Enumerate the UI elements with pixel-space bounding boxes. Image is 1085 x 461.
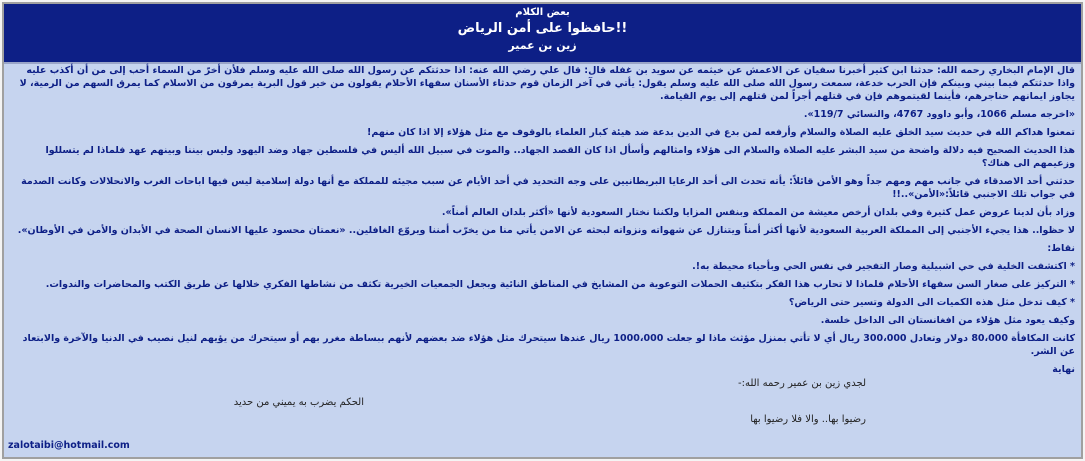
paragraph: نهاية (1052, 364, 1075, 375)
paragraph: هذا الحديث الصحيح فيه دلالة واضحة من سيد البشر عليه الصلاة والسلام الى هؤلاء وامثالهم وأسأل اذا كان القصد الجهاد.. والموت في سبيل الله أليس في فلسطين جهاد وضد اليهود وليس بيننا وبينهم عهد فلماذا لم يتسللوا وزعيمهم الى هناك؟ (45, 145, 1075, 169)
header-kicker: بعض الكلام (515, 7, 570, 18)
signature-verse-right: رضيوا بها.. والا فلا رضيوا بها (750, 414, 866, 425)
paragraph: حدثني أحد الاصدقاء في جانب مهم ومهم جداً وهو الأمن قائلاً: يأته تحدث الى أحد الرعايا البريطانيين على وجه التحديد في أحد الأيام عن سبب مجيئه للمملكة مع أنها دولة إسلامية ليس فيها اباحات الغرب والانحلالات وكانت الصدمة في جواب تلك الاجنبي قائلاً:«الأمن»..!! (21, 176, 1075, 200)
paragraph: * اكتشفت الخلية في حي اشبيلية وصار التفجير في نفس الحي وبأحياء محيطة به!. (692, 261, 1075, 272)
article-frame (2, 2, 1083, 459)
paragraph: وكيف يعود مثل هؤلاء من افغانستان الى الداخل خلسة. (820, 315, 1075, 326)
article-body (10, 64, 1075, 381)
paragraph: وزاد بأن لدينا عروض عمل كثيرة وفي بلدان أرخص معيشة من المملكة وبنفس المزايا ولكننا نختار السعودية لأنها «أكثر بلدان العالم أمناً». (441, 207, 1075, 218)
paragraph: * التركيز على صغار السن سفهاء الأحلام فلماذا لا تحارب هذا الفكر بتكثيف الحملات التوعوية من المشايخ في المناطق النائية وبجعل الجمعيات الخيرية تكثف من نشاطها الفكري خلالها عن طريق الكتب والمحاضرات والندوات. (45, 279, 1075, 290)
paragraph: «اخرجه مسلم 1066، وأبو داوود 4767، والنسائي 119/7». (803, 109, 1075, 120)
signature-verse-left: الحكم يضرب به يميني من حديد (233, 397, 364, 408)
paragraph: لا حظوا.. هذا يجيء الأجنبي إلى المملكة العربية السعودية لأنها أكثر أمناً ويتنازل عن شهواته ونزواته لبحثه عن الامن يأتي منا من يخرّب أمننا ويروّع الغافلين.. «نعمتان محسود عليها الانسان الصحة في الأبدان والأمن في الأوطان». (17, 225, 1075, 236)
article-title: حافظوا على أمن الرياض!! (457, 21, 628, 36)
paragraph: كانت المكافأة 80،000 دولار وتعادل 300،000 ريال أي لا تأتي بمنزل مؤثث ماذا لو جعلت 1000،000 ريال عندها سيتحرك مثل هؤلاء ضد بعضهم لأنهم ببساطة مغرر بهم أو سيتحرك من يؤيهم لنيل نصيب في الدنيا والآخرة والابتعاد عن الشر. (22, 333, 1075, 357)
paragraph: * كيف تدخل مثل هذه الكميات الى الدولة وتسير حتى الرياض؟ (788, 297, 1075, 308)
article-header (4, 4, 1081, 64)
article-author: زين بن عمير (508, 39, 577, 52)
signature-intro: لجدي زين بن عمير رحمه الله:- (737, 378, 866, 389)
paragraph: قال الإمام البخاري رحمه الله: حدثنا ابن كثير أخبرنا سفيان عن الاعمش عن خيثمه عن سويد بن غفله قال: قال علي رضي الله عنه: اذا حدثتكم عن رسول الله صلى الله عليه وسلم فلأن أخرّ من السماء أحب إلى من أن أكذب عليه واذا حدثتكم فيما بيني وبينكم فإن الحرب خدعة، سمعت رسول الله صلى الله عليه وسلم يقول: يأتي في آخر الزمان قوم حدثاء الأسنان سفهاء الأحلام يقولون من خير قول البرية يمرقون من الاسلام كما يمرق السهم من الرمية، لا يجاوز ايمانهم حناجرهم، فأينما لقيتموهم فإن في قتلهم أجراً لمن قتلهم إلى يوم القيامة. (19, 65, 1075, 102)
paragraph: نقاط: (1047, 243, 1075, 254)
contact-email[interactable]: zalotaibi@hotmail.com (8, 440, 130, 451)
paragraph: تمعنوا هداكم الله في حديث سيد الخلق عليه الصلاة والسلام وأرفعه لمن بدع في الدين بدعة ضد هيئة كبار العلماء بالوقوف مع مثل هؤلاء إلا اذا كان منهم! (367, 127, 1075, 138)
